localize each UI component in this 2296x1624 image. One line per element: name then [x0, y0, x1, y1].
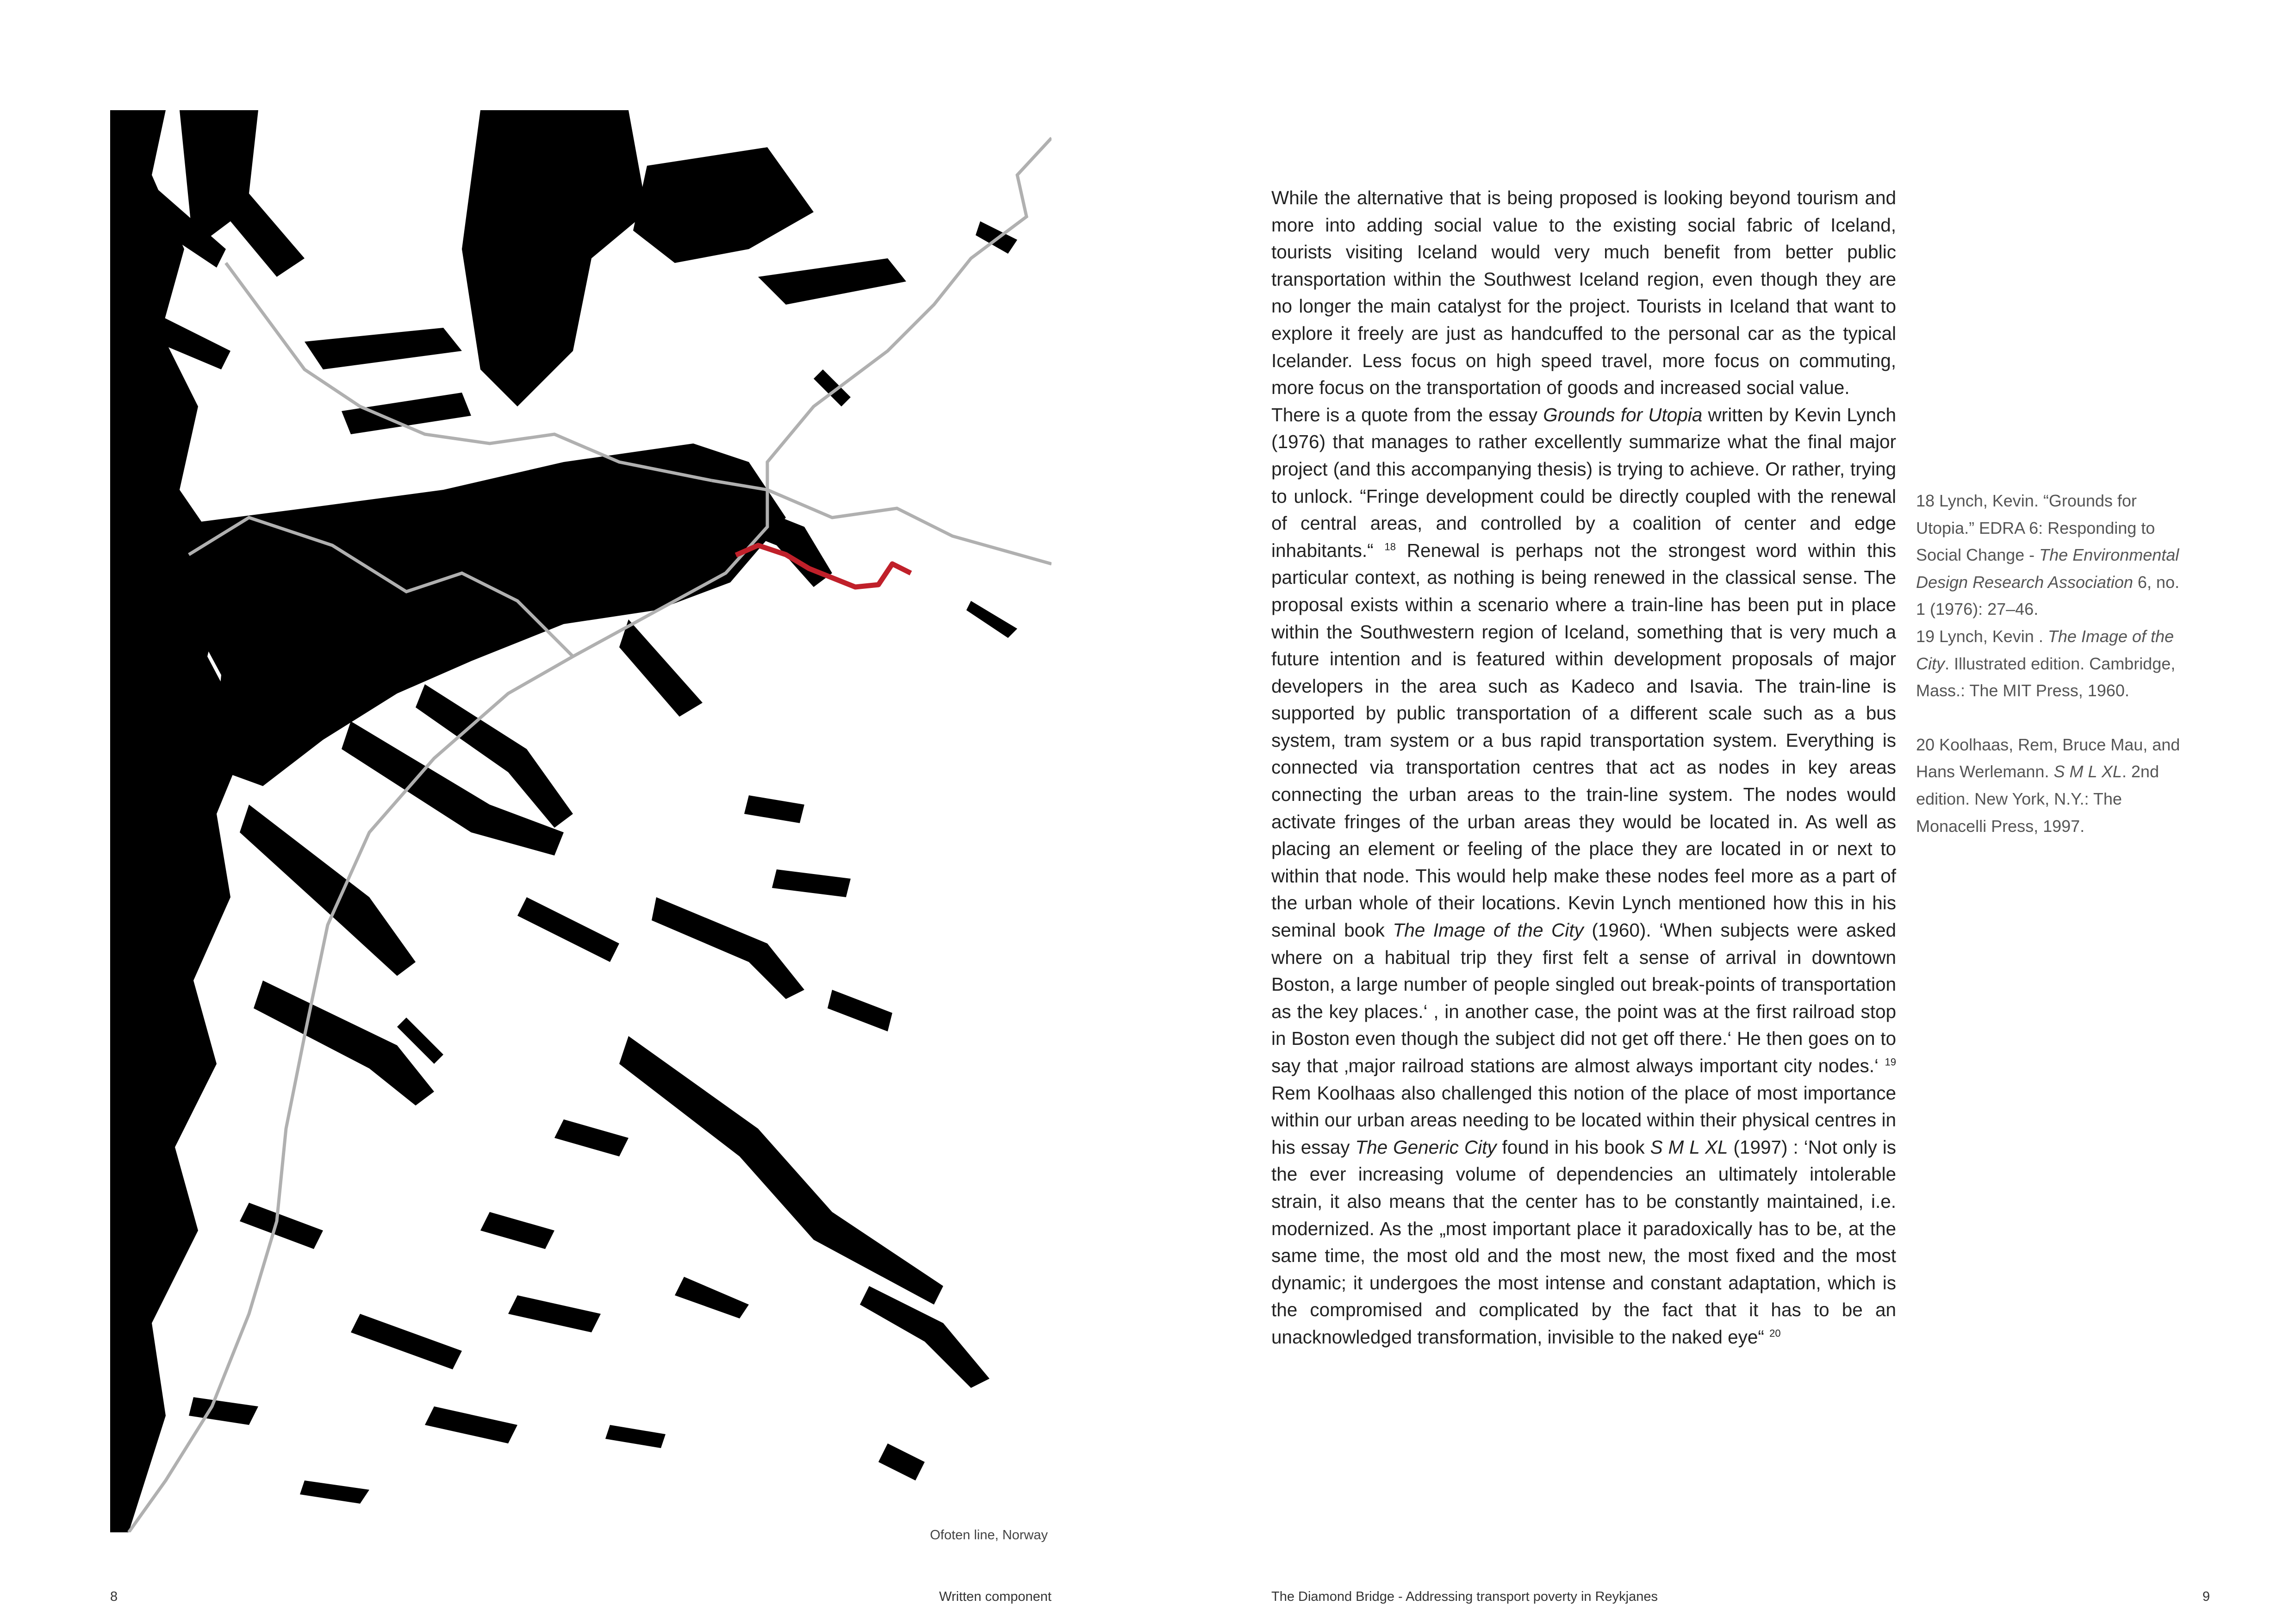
- note-italic: The Image of the City: [1916, 626, 2174, 673]
- text-run: written by Kevin Lynch (1976) that manages to rather excellently summarize what the final major project (and this accompanying thesis) is trying to achieve. Or rather, trying to unlock. “Fringe development could be directly coupled with the renewal of central areas, and controlled by a coalition of center and edge inhabitants.“: [1271, 404, 1896, 561]
- text-run: There is a quote from the essay: [1271, 404, 1543, 425]
- text-run: Rem Koolhaas also challenged this notion of the place of most importance within our urban areas needing to be located within their physical centres in his essay: [1271, 1082, 1896, 1158]
- note-text: 19 Lynch, Kevin .: [1916, 626, 2048, 646]
- note-text: . 2nd edition. New York, N.Y.: The Monacelli Press, 1997.: [1916, 762, 2159, 836]
- running-footer-right: The Diamond Bridge - Addressing transport poverty in Reykjanes: [1271, 1589, 1658, 1604]
- side-notes: [1916, 487, 2189, 840]
- body-paragraph-1: While the alternative that is being proposed is looking beyond tourism and more into adding social value to the existing social fabric of Iceland, tourists visiting Iceland would very much benefit from better public transportation within the Southwest Iceland region, even though they are no longer the main catalyst for the project. Tourists in Iceland that want to explore it freely are just as handcuffed to the personal car as the typical Icelander. Less focus on high speed travel, more focus on commuting, more focus on the transportation of goods and increased social value.: [1271, 187, 1896, 399]
- page-number-right: 9: [2202, 1589, 2210, 1604]
- map-figure: [110, 110, 1052, 1532]
- note-text: 18 Lynch, Kevin. “Grounds for Utopia.” EDRA 6: Responding to Social Change -: [1916, 491, 2155, 565]
- footnote-ref-19: 19: [1885, 1056, 1896, 1068]
- essay-title: The Generic City: [1355, 1136, 1497, 1158]
- essay-title: Grounds for Utopia: [1543, 404, 1703, 425]
- running-footer-left: Written component: [939, 1589, 1052, 1604]
- note-text: 20 Koolhaas, Rem, Bruce Mau, and Hans Werlemann.: [1916, 735, 2180, 781]
- text-run: (1997) : ‘Not only is the ever increasing volume of dependencies an ultimately intolerable strain, it also means that the center has to be constantly maintained, i.e. modernized. As the „most important place it paradoxically has to be, at the same time, the most old and the most new, the most fixed and the most dynamic; it undergoes the most intense and constant adaptation, which is the compromised and complicated by the fact that it has to be an unacknowledged transformation, invisible to the naked eye“: [1271, 1136, 1896, 1348]
- fjord-map: [110, 110, 1052, 1532]
- note-italic: The Environmental Design Research Association: [1916, 545, 2179, 592]
- text-run: found in his book: [1496, 1136, 1650, 1158]
- footnote-ref-18: 18: [1384, 541, 1396, 553]
- book-title: S M L XL: [1650, 1136, 1728, 1158]
- note-italic: S M L XL: [2053, 762, 2122, 781]
- body-paragraph-2: [1271, 401, 1896, 1351]
- footnote-ref-20: 20: [1769, 1327, 1781, 1339]
- note-19: [1916, 623, 2189, 705]
- figure-caption: Ofoten line, Norway: [930, 1528, 1048, 1543]
- note-20: [1916, 731, 2189, 840]
- note-text: . Illustrated edition. Cambridge, Mass.: The MIT Press, 1960.: [1916, 654, 2176, 700]
- page-number-left: 8: [110, 1589, 118, 1604]
- book-title: The Image of the City: [1393, 919, 1584, 941]
- note-text: 6, no. 1 (1976): 27–46.: [1916, 572, 2179, 619]
- note-18: [1916, 487, 2189, 623]
- text-run: (1960). ‘When subjects were asked where on a habitual trip they first felt a sense of arrival in downtown Boston, a large number of people singled out break-points of transportation as the key places.‘ , in another case, the point was at the first railroad stop in Boston even though the subject did not get off there.‘ He then goes on to say that ‚major railroad stations are almost always important city nodes.‘: [1271, 919, 1897, 1076]
- text-run: Renewal is perhaps not the strongest word within this particular context, as nothing is being renewed in the classical sense. The proposal exists within a scenario where a train-line has been put in place within the Southwestern region of Iceland, something that is very much a future intention and is featured within development proposals of major developers in the area such as Kadeco and Isavia. The train-line is supported by public transportation of a different scale such as a bus system, tram system or a bus rapid transportation system. Everything is connected via transportation centres that act as nodes in key areas connecting the urban areas to the train-line system. The nodes would activate fringes of the urban areas they would be located in. As well as placing an element or feeling of the place they are located in or next to within that node. This would help make these nodes feel more as a part of the urban whole of their locations. Kevin Lynch mentioned how this in his seminal book: [1271, 539, 1896, 941]
- body-text: [1271, 184, 1896, 1351]
